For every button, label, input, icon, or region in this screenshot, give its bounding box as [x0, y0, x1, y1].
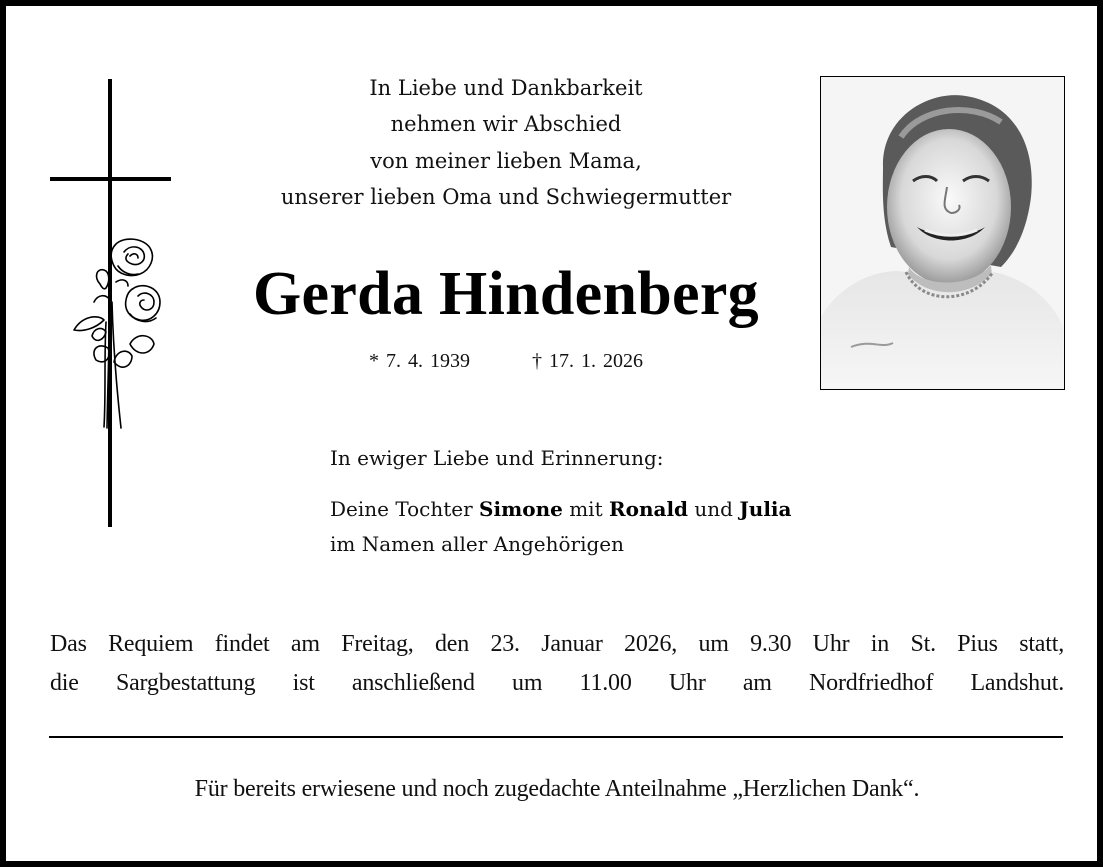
cross-icon-bar: [50, 177, 171, 181]
deceased-name: Gerda Hindenberg: [253, 260, 759, 328]
service-line: Das Requiem findet am Freitag, den 23. Januar 2026, um 9.30 Uhr in St. Pius statt,: [50, 631, 1064, 657]
death-date: † 17. 1. 2026: [532, 350, 643, 372]
intro-text: [236, 70, 776, 215]
family-signature: [330, 492, 792, 562]
family-joiner: mit: [569, 497, 603, 521]
intro-line: In Liebe und Dankbarkeit: [369, 76, 643, 100]
service-line: die Sargbestattung ist anschließend um 11.00 Uhr am Nordfriedhof Landshut.: [50, 670, 1064, 696]
family-prefix: Deine Tochter: [330, 497, 473, 521]
intro-line: nehmen wir Abschied: [390, 112, 622, 137]
family-name-daughter: Simone: [479, 497, 563, 521]
family-name-son-in-law: Ronald: [608, 497, 689, 521]
life-dates: [206, 346, 806, 376]
divider: [49, 736, 1063, 738]
family-joiner: und: [694, 497, 733, 521]
family-line-1: [330, 492, 792, 527]
roses-icon: [66, 232, 166, 432]
portrait-photo: [820, 76, 1065, 390]
birth-date: * 7. 4. 1939: [369, 350, 470, 372]
portrait-photo-art: [821, 77, 1063, 388]
memory-line: In ewiger Liebe und Erinnerung:: [330, 446, 664, 470]
family-line-2: im Namen aller Angehörigen: [330, 532, 625, 556]
family-name-grandchild: Julia: [739, 497, 792, 521]
intro-line: unserer lieben Oma und Schwiegermutter: [280, 184, 732, 209]
thanks-line: Für bereits erwiesene und noch zugedachte Anteilnahme „Herzlichen Dank“.: [194, 776, 920, 802]
intro-line: von meiner lieben Mama,: [370, 148, 642, 173]
service-details: [50, 625, 1064, 703]
